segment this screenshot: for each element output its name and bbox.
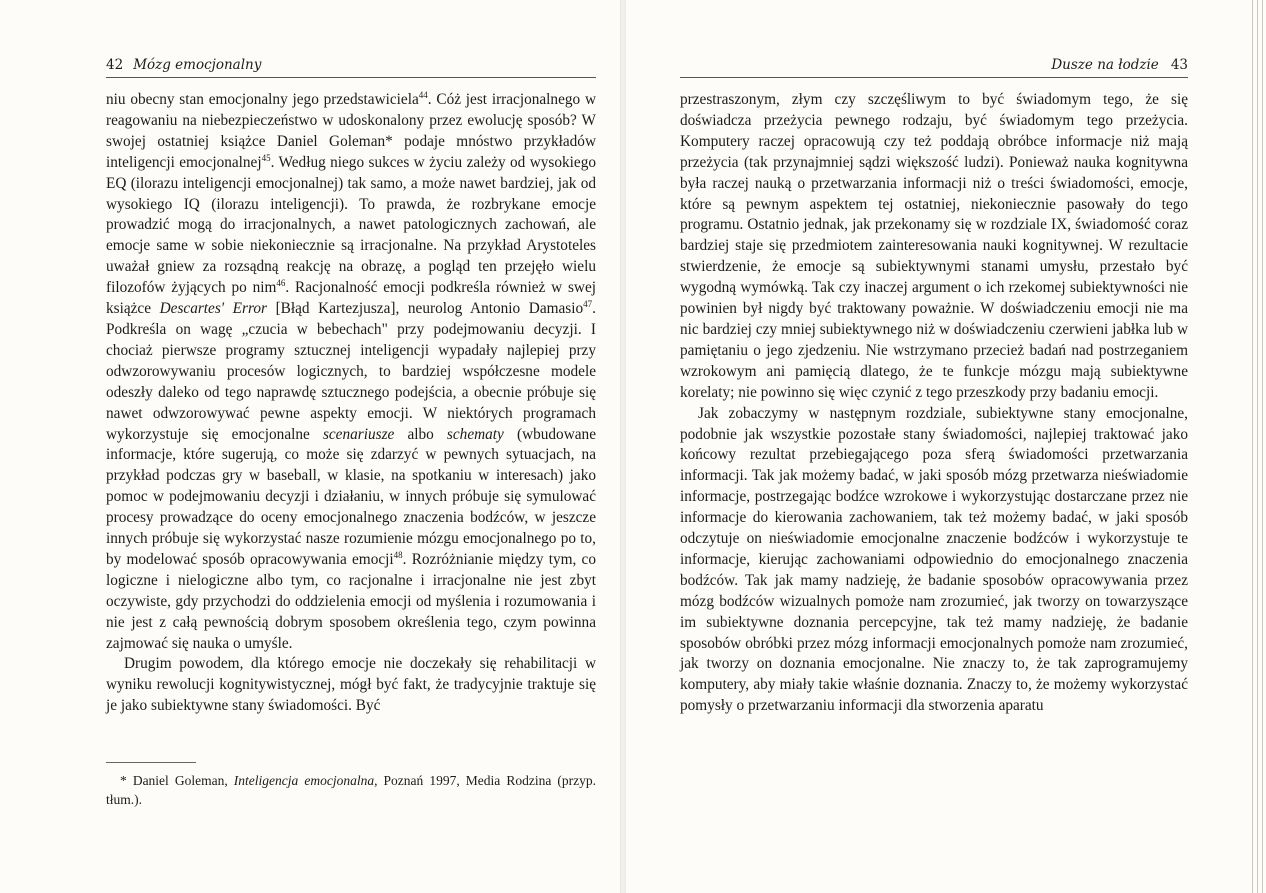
left-page bbox=[0, 0, 620, 893]
text-run: . Według niego sukces w życiu zależy od wysokiego EQ (ilorazu inteligencji emocjonalnej) tak samo, a może nawet bardziej, jak od wysokiego IQ (ilorazu inteligencji). To prawda, że rozbrykane emocje prowadzić mogą do irracjonalnych, a nawet patologicznych zachowań, ale emocje same w sobie niekoniecznie są irracjonalne. Na przykład Arystoteles uważał gniew za rozsądną reakcję na obrazę, a pogląd ten przejęło wielu filozofów żyjących po nim bbox=[106, 153, 596, 297]
left-body-text bbox=[106, 90, 596, 717]
left-running-header bbox=[106, 56, 596, 74]
text-run: . Cóż jest irracjonalnego w reagowaniu na niebezpieczeństwo w udoskonalony przez ewolucję sposób? W swojej ostatniej książce Daniel Goleman* podaje mnóstwo przykładów inteligencji emocjonalnej bbox=[106, 91, 596, 171]
right-page bbox=[626, 0, 1266, 893]
endnote-ref: 47 bbox=[583, 298, 593, 309]
text-run: Drugim powodem, dla którego emocje nie doczekały się rehabilitacji w wyniku rewolucji kognitywistycznej, mógł być fakt, że tradycyjnie traktuje się je jako subiektywne stany świadomości. Być bbox=[106, 655, 596, 715]
left-footnote bbox=[106, 772, 596, 809]
footnote-text bbox=[106, 772, 596, 809]
text-run: . Podkreśla on wagę „czucia w bebechach" przy podejmowaniu decyzji. I chociaż pierwsze programy sztucznej inteligencji wypadały najlepiej przy odwzorowywaniu procesów logicznych, to bardziej współczesne modele odeszły daleko od tego naprawdę sztucznego podejścia, a obecnie próbuje się nawet odwzorowywać pewne aspekty emocji. W niektórych programach wykorzystuje się emocjonalne bbox=[106, 300, 596, 443]
text-run: [Błąd Kartezjusza], neurolog Antonio Damasio bbox=[266, 300, 584, 318]
right-page-number: 43 bbox=[1170, 57, 1188, 73]
paragraph bbox=[680, 404, 1188, 718]
right-header-rule bbox=[680, 77, 1188, 78]
endnote-ref: 48 bbox=[393, 549, 403, 560]
right-running-header bbox=[680, 56, 1188, 74]
paragraph bbox=[680, 90, 1188, 404]
endnote-ref: 44 bbox=[418, 89, 428, 100]
italic-title: schematy bbox=[446, 425, 504, 443]
right-running-head: Dusze na łodzie bbox=[1051, 57, 1159, 73]
left-header-rule bbox=[106, 77, 596, 78]
page-edge-stack bbox=[1250, 0, 1266, 893]
endnote-ref: 45 bbox=[261, 152, 271, 163]
italic-title: Descartes' Error bbox=[159, 300, 267, 318]
text-run: . Racjonalność emocji podkreśla również w swej książce bbox=[106, 279, 596, 318]
paragraph bbox=[106, 654, 596, 717]
text-run: (wbudowane informacje, które sugerują, co może się zdarzyć w pewnych sytuacjach, na przykład podczas gry w baseball, w klasie, na spotkaniu w interesach) jako pomoc w podejmowaniu decyzji i działaniu, w innych próbuje się symulować procesy prowadzące do oceny emocjonalnego znaczenia bodźców, w jeszcze innych próbuje się wykorzystać nasze rozumienie mózgu emocjonalnego po to, by modelować sposób opracowywania emocji bbox=[106, 425, 596, 568]
text-run: * Daniel Goleman, bbox=[120, 773, 234, 788]
italic-title: scenariusze bbox=[322, 425, 395, 443]
left-running-head: Mózg emocjonalny bbox=[133, 57, 262, 73]
text-run: , Poznań 1997, Media Rodzina (przyp. tłum.). bbox=[106, 773, 596, 807]
text-run: przestraszonym, złym czy szczęśliwym to być świadomym tego, że się doświadcza przeżycia pewnego rodzaju, być świadomym tego przeżycia. Komputery raczej opracowują czy też poddają obróbce informacje niż mają przeżycia (tak przynajmniej sądzi większość ludzi). Ponieważ nauka kognitywna była raczej nauką o przetwarzania informacji niż o treści świadomości, emocje, które są pewnym aspektem tej ostatniej, niekoniecznie pasowały do tego programu. Ostatnio jednak, jak przekonamy się w rozdziale IX, świadomość coraz bardziej staje się przedmiotem zainteresowania nauki kognitywnej. W rezultacie stwierdzenie, że emocje są subiektywnymi stanami umysłu, przestało być wygodną wymówką. Tak czy inaczej argument o ich rzekomej subiektywności nie powinien był nigdy być traktowany poważnie. W doświadczeniu emocji nie ma nic bardziej czy mniej subiektywnego niż w doświadczeniu czerwieni jabłka lub w pamiętaniu o jego zjedzeniu. Nie wstrzymano przecież badań nad postrzeganiem wzrokowym ani pamięcią dlatego, że te funkcje mózgu mają subiektywne korelaty; nie powinno się więc czynić z tego przeszkody przy badaniu emocji. bbox=[680, 91, 1188, 401]
footnote-rule bbox=[106, 762, 196, 763]
text-run: . Rozróżnianie między tym, co logiczne i nielogiczne albo tym, co racjonalne i irracjonalne nie jest zbyt oczywiste, gdy przychodzi do oddzielenia emocji od myślenia i rozumowania i nie jest z całą pewnością dobrym sposobem określenia tego, czym powinna zajmować się nauka o umyśle. bbox=[106, 550, 596, 652]
text-run: Jak zobaczymy w następnym rozdziale, subiektywne stany emocjonalne, podobnie jak wszystkie pozostałe stany świadomości, najlepiej traktować jako końcowy rezultat przebiegającego poza sferą świadomości przetwarzania informacji. Tak jak możemy badać, w jaki sposób mózg przetwarza nieświadomie informacje, postrzegając bodźce wzrokowe i wykorzystując dostarczane przez nie informacje do kierowania zachowaniem, tak też możemy badać, w jaki sposób odczytuje on nieświadomie emocjonalne znaczenie bodźców i wykorzystuje te informacje, kierując zachowaniami odpowiednio do emocjonalnego znaczenia bodźców. Tak jak mamy nadzieję, że badanie sposobów opracowywania przez mózg bodźców wizualnych pomoże nam zrozumieć, jak tworzy on towarzyszące im subiektywne doznania percepcyjne, tak też mamy nadzieję, że badanie sposobów obróbki przez mózg informacji emocjonalnych pomoże nam zrozumieć, jak tworzy on doznania emocjonalne. Nie znaczy to, że tak zaprogramujemy komputery, aby miały takie właśnie doznania. Znaczy to, że możemy wykorzystać pomysły o przetwarzaniu informacji dla stworzenia aparatu bbox=[680, 404, 1188, 715]
paragraph bbox=[106, 90, 596, 654]
left-page-number: 42 bbox=[106, 57, 124, 73]
text-run: albo bbox=[394, 425, 447, 443]
right-body-text bbox=[680, 90, 1188, 717]
endnote-ref: 46 bbox=[276, 278, 286, 289]
italic-title: Inteligencja emocjonalna bbox=[233, 773, 375, 788]
text-run: niu obecny stan emocjonalny jego przedstawiciela bbox=[106, 91, 419, 108]
